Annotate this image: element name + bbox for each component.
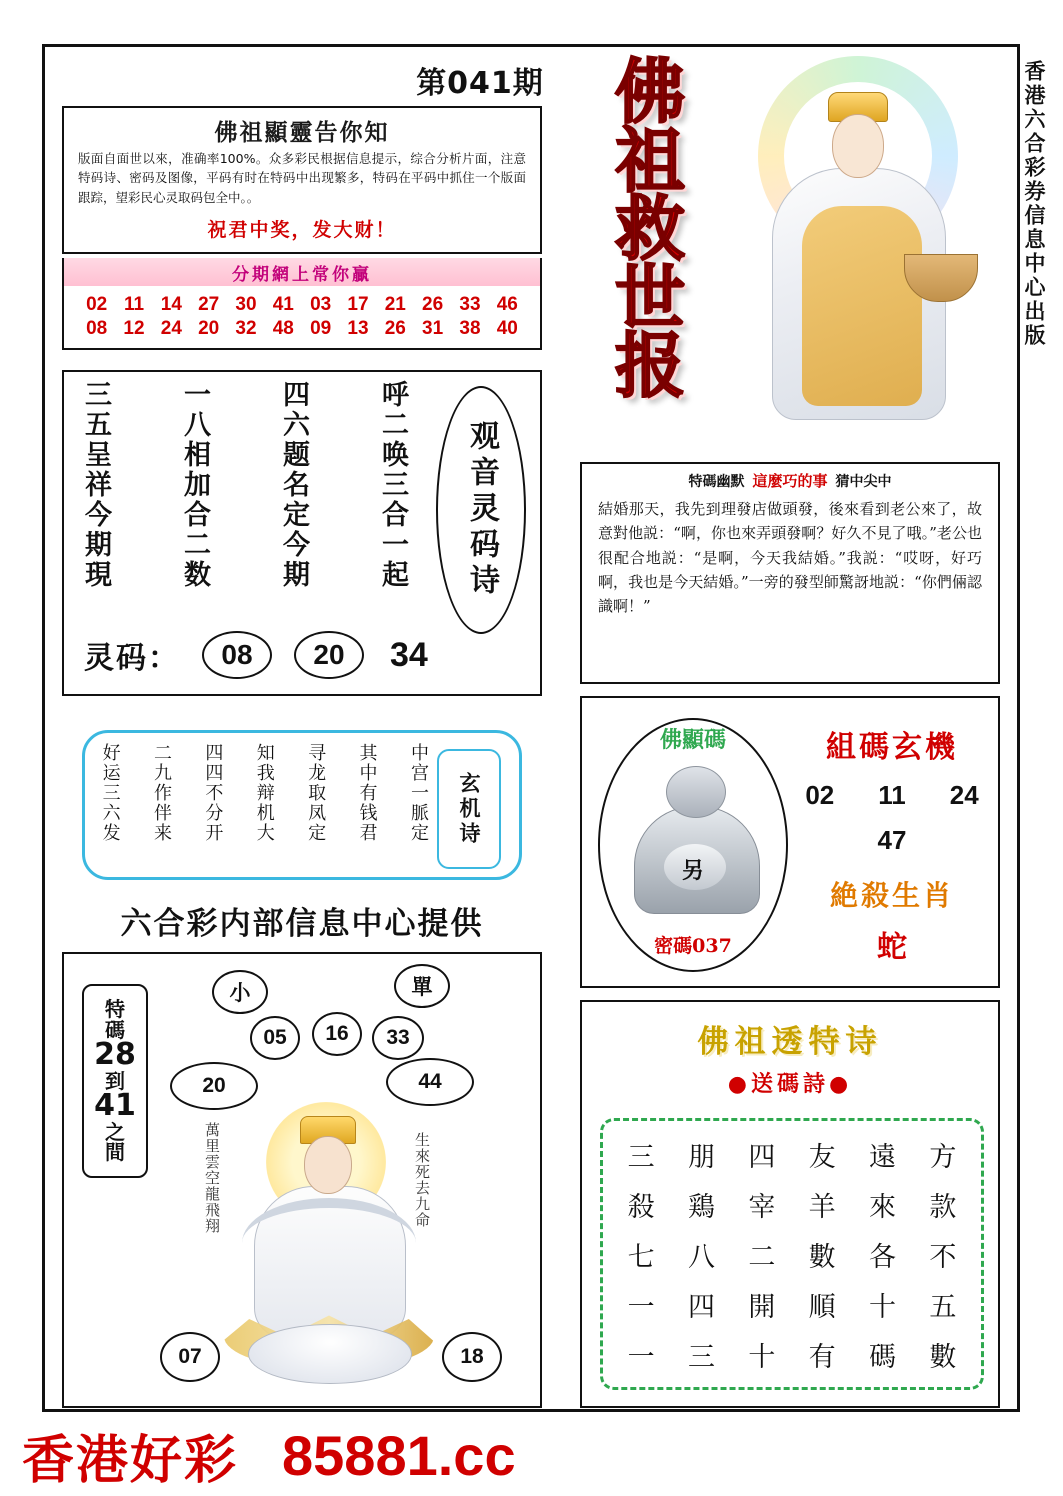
lingma-number: 08 (202, 631, 272, 679)
poem-column: 三五呈祥今期現 (79, 380, 111, 590)
number-cell: 12 (123, 318, 145, 339)
footer-watermark (0, 1418, 1063, 1492)
toute-char: 不 (929, 1241, 957, 1273)
toute-char: 友 (808, 1141, 836, 1173)
joke-body: 結婚那天，我先到理發店做頭發，後來看到老公來了，故意對他説：“啊，你也來弄頭發啊？好久不見了哦。”老公也很配合地説：“是啊，今天我結婚。”我説：“哎呀，好巧啊，我也是今天結婚。”一旁的發型師驚訝地説：“你們倆認識啊！” (598, 500, 982, 616)
joke-box (580, 462, 1000, 684)
toute-char: 宰 (748, 1191, 776, 1223)
toute-char: 八 (687, 1241, 715, 1273)
toute-title: 佛祖透特诗 (697, 1024, 883, 1060)
number-circle: 05 (250, 1016, 300, 1060)
toute-char: 一 (627, 1341, 655, 1373)
number-cell: 46 (496, 294, 518, 315)
zuma-number: 47 (877, 825, 907, 855)
maitreya-oval (598, 718, 788, 972)
number-cell: 30 (235, 294, 257, 315)
provider-line: 六合彩内部信息中心提供 (120, 906, 484, 942)
number-cell: 02 (86, 294, 108, 315)
zuma-title: 組碼玄機 (826, 730, 958, 765)
number-circle: 07 (160, 1332, 220, 1382)
guanyin-illustration (214, 1102, 444, 1402)
toute-poem-box (580, 1000, 1000, 1408)
toute-char: 各 (868, 1241, 896, 1273)
number-ellipse: 44 (386, 1058, 474, 1106)
number-rows (62, 286, 542, 350)
toute-char: 碼 (868, 1341, 896, 1373)
special-code-char: 間 (105, 1140, 125, 1165)
number-cell: 13 (347, 318, 369, 339)
figure-head (832, 114, 884, 178)
zuma-numbers (794, 780, 990, 856)
special-code-char: 碼 (105, 1017, 125, 1042)
notice-wish: 祝君中奖，发大财！ (207, 219, 397, 242)
masthead-char: 祖 (615, 118, 685, 202)
lingma-number: 20 (294, 631, 364, 679)
joke-tag-center: 這麼巧的事 (752, 472, 828, 490)
figure-robe (802, 206, 922, 406)
number-row (64, 293, 540, 317)
maitreya-illustration (622, 766, 768, 916)
lingma-label: 灵码： (84, 641, 180, 676)
toute-char: 七 (627, 1241, 655, 1273)
number-cell: 20 (198, 318, 220, 339)
number-cell: 31 (422, 318, 444, 339)
toute-subtitle: ●送碼詩● (727, 1071, 853, 1097)
masthead-char: 世 (615, 255, 685, 339)
promo-band: 分期網上常你贏 (62, 258, 542, 286)
number-cell: 40 (496, 318, 518, 339)
toute-char: 數 (929, 1341, 957, 1373)
secret-code-label: 密碼037 (654, 935, 732, 957)
lingma-row (84, 628, 524, 682)
vertical-caption-left: 萬里雲空龍飛翔 (203, 1122, 221, 1234)
figure-head (304, 1136, 352, 1194)
toute-char: 十 (868, 1291, 896, 1323)
notice-body: 版面自面世以來，准确率100%。众多彩民根据信息提示，综合分析片面，注意特码诗、密码及图像，平码有时在特码中出现繁多，特码在平码中抓住一个版面跟踪，望彩民心灵取码包全中。。 (78, 151, 526, 205)
special-code-from: 28 (94, 1037, 136, 1073)
picture-panel (62, 952, 542, 1408)
publisher-vertical-text (929, 60, 1049, 420)
publisher-label: 香港六合彩券信息中心出版 (1022, 60, 1047, 348)
special-code-char: 特 (105, 997, 125, 1022)
zuma-number: 24 (949, 780, 979, 810)
page-title: 第041期 (416, 66, 544, 101)
number-cell: 11 (123, 294, 145, 315)
lotus-base (248, 1324, 412, 1384)
number-circle: 16 (312, 1012, 362, 1056)
notice-box (62, 106, 542, 254)
toute-char: 十 (748, 1341, 776, 1373)
zuma-box (580, 696, 1000, 988)
zuma-right-column (794, 722, 990, 972)
figure-scarf (242, 1198, 416, 1288)
toute-char: 三 (687, 1341, 715, 1373)
number-cell: 26 (422, 294, 444, 315)
xuanji-column: 寻龙取凤定 (305, 743, 327, 843)
number-cell: 38 (459, 318, 481, 339)
masthead-char: 报 (615, 324, 685, 408)
poem-column: 四六题名定今期 (277, 380, 309, 590)
zuma-number: 11 (878, 780, 906, 810)
toute-char: 三 (627, 1141, 655, 1173)
xuanji-columns (99, 743, 429, 871)
footer-brand: 香港好彩 (22, 1429, 239, 1491)
toute-char: 殺 (627, 1191, 655, 1223)
number-circle: 33 (372, 1016, 424, 1060)
number-row (64, 317, 540, 341)
label-odd: 單 (394, 964, 450, 1008)
zuma-number: 02 (805, 780, 835, 810)
number-cell: 09 (310, 318, 332, 339)
toute-char: 來 (868, 1191, 896, 1223)
xuanji-column: 其中有钱君 (356, 743, 378, 843)
masthead-char: 救 (615, 187, 685, 271)
toute-char: 款 (929, 1191, 957, 1223)
maitreya-banner (608, 718, 778, 758)
special-code-to: 41 (94, 1088, 136, 1124)
toute-char: 遠 (868, 1141, 896, 1173)
number-circle: 18 (442, 1332, 502, 1382)
number-cell: 48 (272, 318, 294, 339)
toute-char: 一 (627, 1291, 655, 1323)
special-code-char: 之 (105, 1119, 125, 1144)
number-cell: 21 (384, 294, 406, 315)
xuanji-label: 玄机诗 (457, 771, 482, 847)
poem-oval-title (436, 386, 526, 634)
zuma-zodiac: 蛇 (877, 930, 907, 965)
notice-title: 佛祖顯靈告你知 (214, 120, 390, 146)
number-cell: 27 (198, 294, 220, 315)
number-cell: 17 (347, 294, 369, 315)
xuanji-column: 知我辩机大 (253, 743, 275, 843)
toute-char: 二 (748, 1241, 776, 1273)
xuanji-column: 好运三六发 (99, 743, 121, 843)
number-cell: 33 (459, 294, 481, 315)
toute-char: 數 (808, 1241, 836, 1273)
special-code-char: 到 (105, 1068, 125, 1093)
belly-character: 另 (682, 858, 705, 884)
toute-char: 鶏 (687, 1191, 715, 1223)
number-cell: 08 (86, 318, 108, 339)
toute-character-grid (600, 1118, 984, 1390)
lingma-number: 34 (390, 635, 428, 674)
toute-char: 四 (687, 1291, 715, 1323)
number-cell: 26 (384, 318, 406, 339)
number-cell: 14 (160, 294, 182, 315)
poem-columns (78, 380, 408, 630)
xuanji-column: 二九作伴来 (150, 743, 172, 843)
toute-char: 羊 (808, 1191, 836, 1223)
toute-char: 開 (748, 1291, 776, 1323)
toute-char: 有 (808, 1341, 836, 1373)
toute-char: 方 (929, 1141, 957, 1173)
joke-tag-right: 猜中尖中 (835, 473, 892, 490)
toute-char: 五 (929, 1291, 957, 1323)
joke-tag-left: 特碼幽默 (688, 473, 745, 490)
toute-char: 四 (748, 1141, 776, 1173)
joke-header (582, 470, 998, 491)
guanyin-poem-box (62, 370, 542, 696)
toute-char: 順 (808, 1291, 836, 1323)
number-ellipse: 20 (170, 1062, 258, 1110)
poem-column: 呼二唤三合一起 (376, 380, 408, 590)
toute-char: 朋 (687, 1141, 715, 1173)
maitreya-banner-label: 佛顯碼 (659, 726, 726, 753)
figure-head (666, 766, 726, 818)
zuma-subtitle: 絶殺生肖 (829, 879, 954, 912)
poem-oval-label: 观音灵码诗 (464, 420, 499, 600)
xuanji-column: 中宫一脈定 (407, 743, 429, 843)
number-cell: 24 (160, 318, 182, 339)
number-cell: 32 (235, 318, 257, 339)
number-cell: 41 (272, 294, 294, 315)
masthead-char: 佛 (615, 50, 685, 133)
xuanji-label-box (437, 749, 501, 869)
poem-column: 一八相加合二数 (178, 380, 210, 590)
number-cell: 03 (310, 294, 332, 315)
xuanji-poem-box (82, 730, 522, 880)
label-small: 小 (212, 970, 268, 1014)
vertical-caption-right: 生來死去九命 (413, 1132, 431, 1228)
special-code-box (82, 984, 148, 1178)
xuanji-column: 四四不分开 (202, 743, 224, 843)
footer-url[interactable]: 85881.cc (282, 1423, 516, 1487)
